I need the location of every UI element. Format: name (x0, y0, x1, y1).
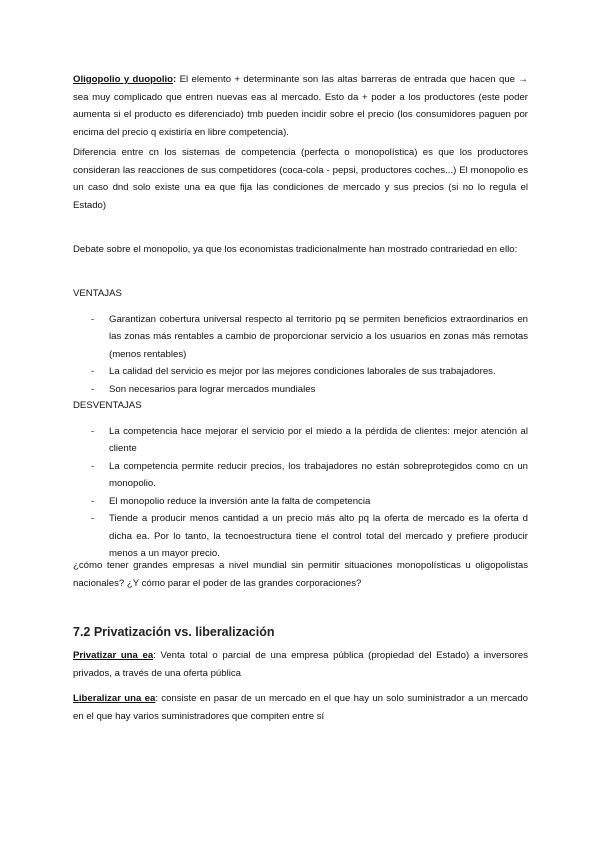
list-item: - Garantizan cobertura universal respecto al territorio pq se permiten beneficios extraordinarios en las zonas más rentables a cambio de proporcionar servicio a los usuarios en zonas más remotas (menos rentables) (73, 311, 528, 364)
privatizar-text: : Venta total o parcial de una empresa pública (propiedad del Estado) a inversores privados, a través de una oferta pública (73, 650, 528, 679)
list-item: - La competencia hace mejorar el servicio por el miedo a la pérdida de clientes: mejor atención al cliente (73, 423, 528, 458)
desventajas-list (73, 423, 528, 563)
privatizar-paragraph (73, 647, 528, 682)
ventajas-section (73, 285, 528, 398)
ventajas-title: VENTAJAS (73, 288, 122, 299)
list-item: - La calidad del servicio es mejor por las mejores condiciones laborales de sus trabajadores. (73, 363, 528, 381)
oligopolio-text: El elemento + determinante son las altas barreras de entrada que hacen que → sea muy complicado que entren nuevas eas al mercado. Esto da + poder a los productores (este poder aumenta si el producto es diferenciado) tmb pueden incidir sobre el precio (los consumidores paguen por encima del precio q existiría en libre competencia). (73, 74, 528, 138)
diferencia-text: Diferencia entre cn los sistemas de competencia (perfecta o monopolística) es que los productores consideran las reacciones de sus competidores (coca-cola - pepsi, productores coches...) El monopolio es un caso dnd solo existe una ea que fija las condiciones de mercado y sus precios (si no lo regula el Estado) (73, 147, 528, 211)
ventajas-list (73, 311, 528, 399)
section-heading-block (73, 624, 528, 642)
debate-text: Debate sobre el monopolio, ya que los economistas tradicionalmente han mostrado contrariedad en ello: (73, 244, 518, 255)
list-item: - Son necesarios para lograr mercados mundiales (73, 381, 528, 399)
debate-paragraph (73, 241, 528, 259)
section-heading: 7.2 Privatización vs. liberalización (73, 625, 275, 639)
question-paragraph (73, 557, 528, 592)
liberalizar-paragraph (73, 690, 528, 725)
oligopolio-colon: : (173, 74, 177, 85)
list-item: - El monopolio reduce la inversión ante la falta de competencia (73, 493, 528, 511)
list-item: - La competencia permite reducir precios, los trabajadores no están sobreprotegidos como cn un monopolio. (73, 458, 528, 493)
liberalizar-term: Liberalizar una ea (73, 693, 156, 704)
privatizar-term: Privatizar una ea (73, 650, 154, 661)
oligopolio-paragraph (73, 71, 528, 141)
diferencia-paragraph (73, 144, 528, 214)
question-text: ¿cómo tener grandes empresas a nivel mundial sin permitir situaciones monopolísticas u oligopolistas nacionales? ¿Y cómo parar el poder de las grandes corporaciones? (73, 560, 528, 589)
list-item: - Tiende a producir menos cantidad a un precio más alto pq la oferta de mercado es la oferta d dicha ea. Por lo tanto, la tecnoestructura tiene el control total del mercado y prefiere producir menos a un mayor precio. (73, 510, 528, 563)
liberalizar-text: : consiste en pasar de un mercado en el que hay un solo suministrador a un mercado en el que hay varios suministradores que compiten entre sí (73, 693, 528, 722)
oligopolio-term: Oligopolio y duopolio (73, 74, 174, 85)
desventajas-section (73, 397, 528, 563)
desventajas-title: DESVENTAJAS (73, 400, 142, 411)
